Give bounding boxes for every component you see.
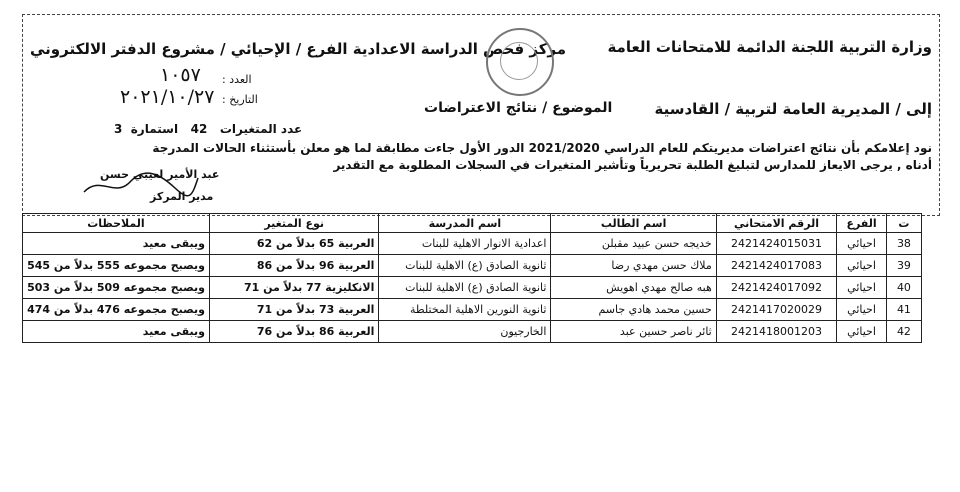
cell-exam-number: 2421424017092 xyxy=(716,277,836,299)
changes-value: 42 xyxy=(190,122,208,136)
col-notes: الملاحظات xyxy=(23,214,210,233)
results-table xyxy=(22,213,922,343)
cell-branch: احيائي xyxy=(837,277,887,299)
cell-school-name: الخارجيون xyxy=(379,321,551,343)
cell-school-name: ثانوية الصادق (ع) الاهلية للبنات xyxy=(379,277,551,299)
table-row xyxy=(23,321,922,343)
col-student-name: اسم الطالب xyxy=(551,214,716,233)
cell-notes: ويصبح مجموعه 555 بدلاً من 545 xyxy=(23,255,210,277)
cell-notes: ويصبح مجموعه 509 بدلاً من 503 xyxy=(23,277,210,299)
form-label: استمارة xyxy=(130,122,179,136)
cell-school-name: ثانوية النورين الاهلية المختلطة xyxy=(379,299,551,321)
col-exam-number: الرقم الامتحاني xyxy=(716,214,836,233)
cell-school-name: اعدادية الانوار الاهلية للبنات xyxy=(379,233,551,255)
cell-student-name: خديجه حسن عبيد مقبلن xyxy=(551,233,716,255)
number-value: ١٠٥٧ xyxy=(160,64,201,86)
cell-change-type: العربية 96 بدلاً من 86 xyxy=(209,255,378,277)
cell-branch: احيائي xyxy=(837,255,887,277)
cell-student-name: ثائر ناصر حسين عبد xyxy=(551,321,716,343)
form-value: 3 xyxy=(114,122,123,136)
cell-notes: ويبقى معيد xyxy=(23,233,210,255)
changes-label: عدد المتغيرات xyxy=(219,122,303,136)
col-school-name: اسم المدرسة xyxy=(379,214,551,233)
cell-change-type: الانكليزية 77 بدلاً من 71 xyxy=(209,277,378,299)
ministry-title: وزارة التربية اللجنة الدائمة للامتحانات العامة xyxy=(607,38,932,56)
cell-student-name: ملاك حسن مهدي رضا xyxy=(551,255,716,277)
date-label: التاريخ : xyxy=(222,93,258,106)
cell-student-name: هبه صالح مهدي اهويش xyxy=(551,277,716,299)
cell-change-type: العربية 86 بدلاً من 76 xyxy=(209,321,378,343)
body-paragraph-2: أدناه , يرجى الايعاز للمدارس لتبليغ الطلبة تحريرياً وتأشير المتغيرات في السجلات المطلوبة مع التقدير xyxy=(333,158,932,172)
cell-index: 41 xyxy=(886,299,921,321)
changes-count xyxy=(114,122,302,136)
cell-exam-number: 2421417020029 xyxy=(716,299,836,321)
recipient-line: إلى / المديرية العامة لتربية / القادسية xyxy=(654,100,932,118)
col-change-type: نوع المتغير xyxy=(209,214,378,233)
table-header-row xyxy=(23,214,922,233)
cell-exam-number: 2421418001203 xyxy=(716,321,836,343)
cell-branch: احيائي xyxy=(837,233,887,255)
number-label: العدد : xyxy=(222,73,252,86)
col-branch: الفرع xyxy=(837,214,887,233)
cell-student-name: حسين محمد هادي جاسم xyxy=(551,299,716,321)
cell-exam-number: 2421424015031 xyxy=(716,233,836,255)
signatory-name: عبد الأمير لعيبي حسن xyxy=(100,168,220,181)
body-paragraph-1: نود إعلامكم بأن نتائج اعتراضات مديريتكم للعام الدراسي 2021/2020 الدور الأول جاءت مطابقة لما هو معلن بأستثناء الحالات المدرجة xyxy=(152,141,932,155)
cell-notes: ويصبح مجموعه 476 بدلاً من 474 xyxy=(23,299,210,321)
cell-change-type: العربية 73 بدلاً من 71 xyxy=(209,299,378,321)
cell-index: 38 xyxy=(886,233,921,255)
table-row xyxy=(23,255,922,277)
center-title: مركز فحص الدراسة الاعدادية الفرع / الإحيائي / مشروع الدفتر الالكتروني xyxy=(30,40,567,58)
cell-branch: احيائي xyxy=(837,299,887,321)
cell-index: 39 xyxy=(886,255,921,277)
cell-change-type: العربية 65 بدلاً من 62 xyxy=(209,233,378,255)
signatory-role: مدير المركز xyxy=(150,190,214,203)
cell-notes: ويبقى معيد xyxy=(23,321,210,343)
col-index: ت xyxy=(886,214,921,233)
ministry-seal-icon xyxy=(486,28,554,96)
table-row xyxy=(23,233,922,255)
table-row xyxy=(23,299,922,321)
subject-line: الموضوع / نتائج الاعتراضات xyxy=(424,100,613,116)
cell-index: 42 xyxy=(886,321,921,343)
cell-exam-number: 2421424017083 xyxy=(716,255,836,277)
date-value: ٢٠٢١/١٠/٢٧ xyxy=(120,86,215,108)
cell-branch: احيائي xyxy=(837,321,887,343)
cell-index: 40 xyxy=(886,277,921,299)
table-row xyxy=(23,277,922,299)
cell-school-name: ثانوية الصادق (ع) الاهلية للبنات xyxy=(379,255,551,277)
